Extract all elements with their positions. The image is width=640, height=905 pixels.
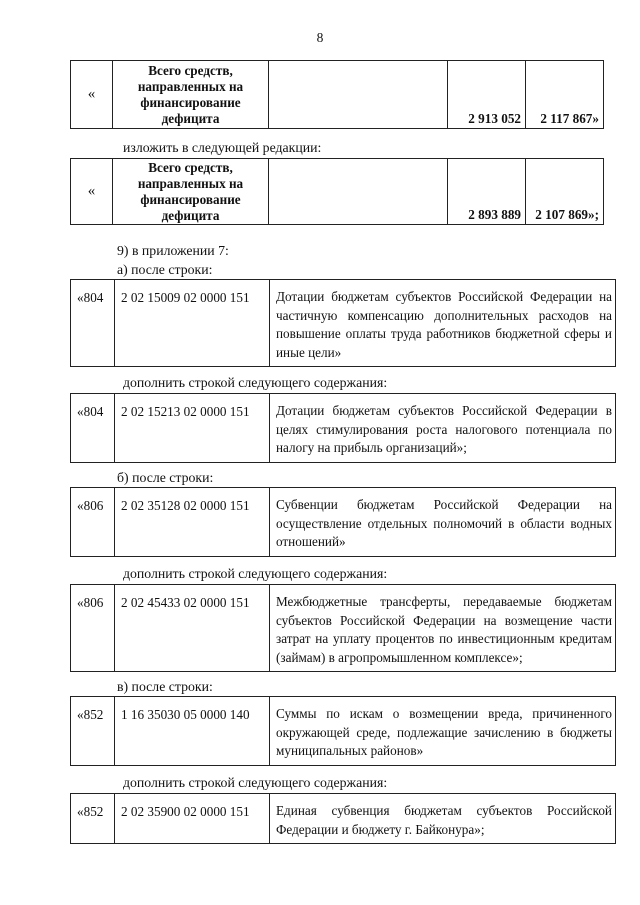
admin-code: «804	[71, 280, 115, 367]
budget-code: 2 02 15009 02 0000 151	[115, 280, 270, 367]
budget-code: 1 16 35030 05 0000 140	[115, 697, 270, 766]
paragraph-b-after: б) после строки:	[117, 470, 214, 485]
code-table	[70, 696, 616, 766]
budget-code: 2 02 35128 02 0000 151	[115, 488, 270, 557]
code-description: Дотации бюджетам субъектов Российской Федерации на частичную компенсацию дополнительных расходов на повышение оплаты труда работников бюджетной сферы и иные цели»	[270, 280, 616, 367]
paragraph-redaction: изложить в следующей редакции:	[123, 140, 322, 155]
admin-code: «806	[71, 585, 115, 672]
empty-cell	[269, 159, 448, 225]
deficit-label: Всего средств, направленных на финансирование дефицита	[113, 61, 269, 129]
code-description: Единая субвенция бюджетам субъектов Российской Федерации и бюджету г. Байконура»;	[270, 794, 616, 844]
code-description: Суммы по искам о возмещении вреда, причиненного окружающей среде, подлежащие зачислению в бюджеты муниципальных районов»	[270, 697, 616, 766]
admin-code: «804	[71, 394, 115, 463]
deficit-value-1: 2 893 889	[448, 159, 526, 225]
paragraph-appendix: 9) в приложении 7:	[117, 243, 229, 258]
deficit-table-new	[70, 158, 604, 225]
paragraph-v-after: в) после строки:	[117, 679, 213, 694]
deficit-value-2: 2 107 869»;	[526, 159, 604, 225]
paragraph-add-row: дополнить строкой следующего содержания:	[123, 566, 388, 581]
paragraph-add-row: дополнить строкой следующего содержания:	[123, 775, 388, 790]
code-description: Субвенции бюджетам Российской Федерации на осуществление отдельных полномочий в области водных отношений»	[270, 488, 616, 557]
budget-code: 2 02 35900 02 0000 151	[115, 794, 270, 844]
code-table	[70, 279, 616, 367]
code-table	[70, 393, 616, 463]
admin-code: «852	[71, 794, 115, 844]
budget-code: 2 02 15213 02 0000 151	[115, 394, 270, 463]
code-table	[70, 793, 616, 844]
deficit-label: Всего средств, направленных на финансирование дефицита	[113, 159, 269, 225]
quote-mark: «	[71, 159, 113, 225]
paragraph-add-row: дополнить строкой следующего содержания:	[123, 375, 388, 390]
deficit-value-1: 2 913 052	[448, 61, 526, 129]
paragraph-a-after: а) после строки:	[117, 262, 213, 277]
page-number: 8	[316, 30, 324, 45]
empty-cell	[269, 61, 448, 129]
code-description: Межбюджетные трансферты, передаваемые бюджетам субъектов Российской Федерации на возмещение части затрат на уплату процентов по инвестиционным кредитам (займам) в агропромышленном комплексе»;	[270, 585, 616, 672]
quote-mark: «	[71, 61, 113, 129]
deficit-value-2: 2 117 867»	[526, 61, 604, 129]
admin-code: «806	[71, 488, 115, 557]
budget-code: 2 02 45433 02 0000 151	[115, 585, 270, 672]
code-description: Дотации бюджетам субъектов Российской Федерации в целях стимулирования роста налогового потенциала по налогу на прибыль организаций»;	[270, 394, 616, 463]
admin-code: «852	[71, 697, 115, 766]
code-table	[70, 584, 616, 672]
code-table	[70, 487, 616, 557]
deficit-table-old	[70, 60, 604, 129]
